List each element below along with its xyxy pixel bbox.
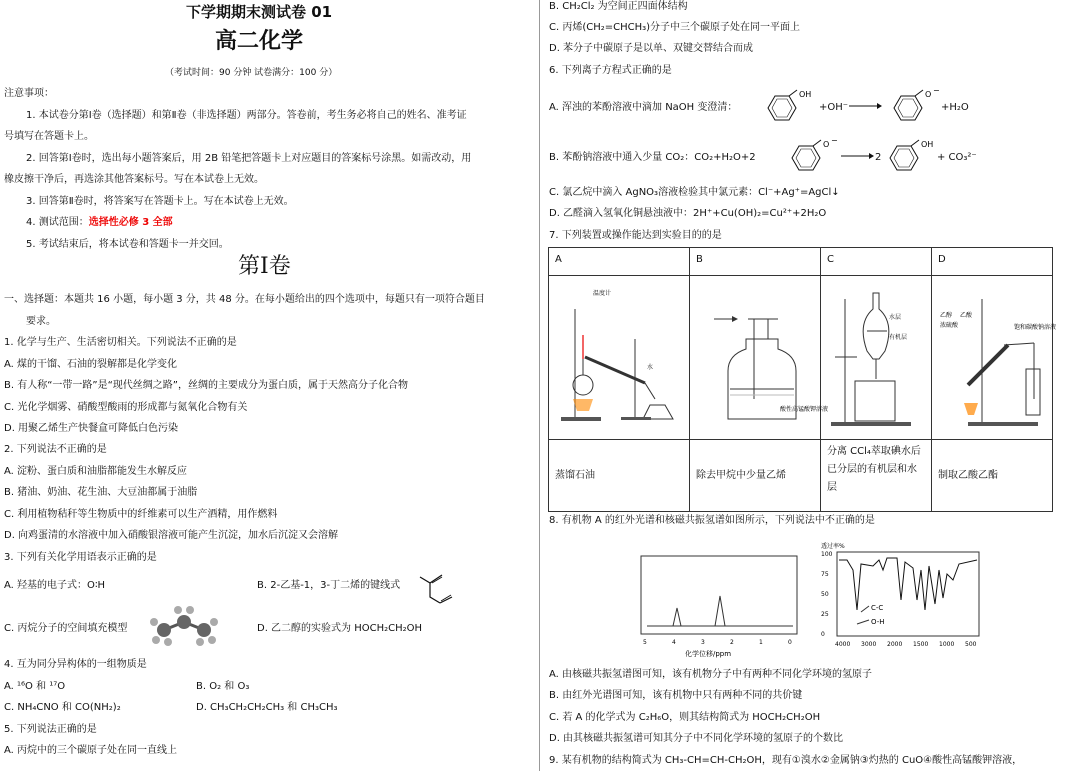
note-2b: 橡皮擦干净后，再选涂其他答案标号。写在本试卷上无效。 — [4, 174, 264, 185]
q7-purpose-b: 除去甲烷中少量乙烯 — [690, 440, 821, 512]
q4-option-d: D. CH₃CH₂CH₂CH₃ 和 CH₃CH₃ — [196, 702, 338, 713]
q7-header-b: B — [690, 248, 821, 276]
ir-y-tick-label: 50 — [821, 591, 829, 598]
q2-option-a: A. 淀粉、蛋白质和油脂都能发生水解反应 — [4, 466, 188, 477]
q7-header-c: C — [821, 248, 932, 276]
q4-option-b: B. O₂ 和 O₃ — [196, 681, 250, 692]
nmr-tick-label: 1 — [759, 639, 763, 646]
q1-stem: 1. 化学与生产、生活密切相关。下列说法不正确的是 — [4, 337, 237, 348]
ester-apparatus-icon — [938, 279, 1057, 429]
ir-x-tick-label: 3000 — [861, 641, 877, 648]
ir-x-tick-label: 1000 — [939, 641, 955, 648]
q6-option-a-prefix: A. 浑浊的苯酚溶液中滴加 NaOH 变澄清： — [549, 102, 738, 113]
ir-x-tick-label: 4000 — [835, 641, 851, 648]
ir-x-tick-label: 2000 — [887, 641, 903, 648]
q1-option-d: D. 用聚乙烯生产快餐盒可降低白色污染 — [4, 423, 179, 434]
note-5: 5. 考试结束后，将本试卷和答题卡一并交回。 — [26, 239, 229, 250]
q1-option-b: B. 有人称“一带一路”是“现代丝绸之路”，丝绸的主要成分为蛋白质，属于天然高分子化合物 — [4, 380, 408, 391]
ir-x-tick-label: 1500 — [913, 641, 929, 648]
q7-image-c — [821, 276, 932, 440]
ir-spectrum-chart — [817, 540, 987, 658]
q7-stem: 7. 下列装置或操作能达到实验目的的是 — [549, 230, 722, 241]
q4-option-a: A. ¹⁶O 和 ¹⁷O — [4, 681, 66, 692]
nmr-tick-label: 2 — [730, 639, 734, 646]
nmr-x-label: 化学位移/ppm — [685, 650, 732, 658]
note-1b: 号填写在答题卡上。 — [4, 131, 94, 142]
q6-option-b-prefix: B. 苯酚钠溶液中通入少量 CO₂：CO₂+H₂O+2 — [549, 152, 756, 163]
phenoxide-icon — [883, 88, 943, 128]
note-2a: 2. 回答第Ⅰ卷时，选出每小题答案后，用 2B 铅笔把答题卡上对应题目的答案标号涂黑。如需改动，用 — [26, 153, 472, 164]
note-4 — [26, 216, 173, 230]
nmr-tick-label: 3 — [701, 639, 705, 646]
phenoxide-o-label: O — [925, 90, 932, 99]
note-1a: 1. 本试卷分第Ⅰ卷（选择题）和第Ⅱ卷（非选择题）两部分。答卷前，考生务必将自己的姓名、准考证 — [26, 110, 467, 121]
q2-option-c: C. 利用植物秸秆等生物质中的纤维素可以生产酒精，用作燃料 — [4, 509, 278, 520]
ir-oh-label: O-H — [871, 618, 885, 626]
q9-stem: 9. 某有机物的结构简式为 CH₃-CH=CH-CH₂OH，现有①溴水②金属钠③灼热的 CuO④酸性高锰酸钾溶液， — [549, 755, 1023, 766]
nmr-tick-label: 0 — [788, 639, 792, 646]
notes-heading: 注意事项： — [4, 88, 54, 99]
q5-option-c: C. 丙烯(CH₂=CHCH₃)分子中三个碳原子处在同一平面上 — [549, 22, 801, 33]
kmno4-label: 酸性高锰酸钾溶液 — [780, 406, 829, 413]
water-label: 水 — [647, 364, 654, 371]
q3-option-b: B. 2-乙基-1，3-丁二烯的键线式 — [257, 580, 401, 591]
q6-option-b-coef: 2 — [875, 152, 882, 163]
q8-stem: 8. 有机物 A 的红外光谱和核磁共振氢谱如图所示，下列说法中不正确的是 — [549, 515, 875, 526]
exam-info: （考试时间：90 分钟 试卷满分：100 分） — [165, 68, 338, 78]
q7-header-a: A — [549, 248, 690, 276]
gas-washing-bottle-icon — [696, 279, 829, 429]
q1-option-a: A. 煤的干馏、石油的裂解都是化学变化 — [4, 359, 178, 370]
q7-image-d — [932, 276, 1057, 440]
q8-option-d: D. 由其核磁共振氢谱可知其分子中不同化学环境的氢原子的个数比 — [549, 733, 844, 744]
q6-stem: 6. 下列离子方程式正确的是 — [549, 65, 672, 76]
left-column — [0, 0, 535, 771]
subject-title: 高二化学 — [215, 28, 304, 54]
water-layer-label: 水层 — [889, 314, 902, 321]
acid-label: 乙酸 — [960, 312, 973, 319]
q3-option-d: D. 乙二醇的实验式为 HOCH₂CH₂OH — [257, 623, 423, 634]
nmr-tick-label: 5 — [643, 639, 647, 646]
ir-y-label: 透过率% — [821, 543, 845, 550]
q7-apparatus-table — [548, 247, 1057, 512]
q7-image-b — [690, 276, 829, 440]
q7-purpose-a: 蒸馏石油 — [549, 440, 690, 512]
phenol-icon — [757, 88, 817, 128]
reaction-arrow-icon — [847, 98, 883, 112]
distillation-apparatus-icon — [555, 279, 683, 429]
exam-title: 下学期期末测试卷 01 — [186, 3, 333, 21]
q1-option-c: C. 光化学烟雾、硝酸型酸雨的形成都与氮氧化合物有关 — [4, 402, 248, 413]
section-1-instructions-cont: 要求。 — [26, 316, 56, 327]
test-scope: 选择性必修 3 全部 — [88, 217, 173, 228]
phenol-oh-label: OH — [921, 140, 934, 149]
q5-stem: 5. 下列说法正确的是 — [4, 724, 97, 735]
thermometer-label: 温度计 — [593, 290, 612, 297]
q5-option-d: D. 苯分子中碳原子是以单、双键交替结合而成 — [549, 43, 754, 54]
q3-option-a: A. 羟基的电子式：O∶H — [4, 580, 106, 591]
q6-option-c: C. 氯乙烷中滴入 AgNO₃溶液检验其中氯元素：Cl⁻+Ag⁺=AgCl↓ — [549, 187, 840, 198]
ir-y-tick-label: 25 — [821, 611, 829, 618]
phenol-oh-label: OH — [799, 90, 812, 99]
q8-option-a: A. 由核磁共振氢谱图可知，该有机物分子中有两种不同化学环境的氢原子 — [549, 669, 873, 680]
q2-stem: 2. 下列说法不正确的是 — [4, 444, 107, 455]
q8-option-b: B. 由红外光谱图可知，该有机物中只有两种不同的共价键 — [549, 690, 803, 701]
q5-option-b: B. CH₂Cl₂ 为空间正四面体结构 — [549, 1, 688, 12]
ir-cc-label: C-C — [871, 604, 884, 612]
q4-option-c: C. NH₄CNO 和 CO(NH₂)₂ — [4, 702, 121, 713]
q2-option-b: B. 猪油、奶油、花生油、大豆油都属于油脂 — [4, 487, 198, 498]
q7-purpose-d: 制取乙酸乙酯 — [932, 440, 1053, 512]
q3-option-c: C. 丙烷分子的空间填充模型 — [4, 623, 128, 634]
nmr-tick-label: 4 — [672, 639, 676, 646]
separatory-funnel-icon — [827, 279, 925, 429]
q6-option-a-end: +H₂O — [941, 102, 969, 113]
part1-title: 第Ⅰ卷 — [238, 254, 291, 279]
svg-text:−: − — [933, 86, 940, 95]
note-3: 3. 回答第Ⅱ卷时，将答案写在答题卡上。写在本试卷上无效。 — [26, 196, 294, 207]
q7-image-a — [549, 276, 690, 440]
ir-y-tick-label: 100 — [821, 551, 833, 558]
phenoxide-o-label: O — [823, 140, 830, 149]
skeletal-formula-icon — [418, 571, 458, 605]
propane-model-icon — [148, 604, 220, 650]
q6-option-b-end: + CO₃²⁻ — [937, 152, 977, 163]
q8-option-c: C. 若 A 的化学式为 C₂H₆O，则其结构简式为 HOCH₂CH₂OH — [549, 712, 821, 723]
q6-option-a-oh: +OH⁻ — [819, 102, 849, 113]
svg-text:−: − — [831, 136, 838, 145]
q7-purpose-c: 分离 CCl₄萃取碘水后已分层的有机层和水层 — [821, 440, 932, 512]
ir-y-tick-label: 75 — [821, 571, 829, 578]
h2so4-label: 浓硫酸 — [940, 322, 959, 329]
phenol-icon — [879, 138, 939, 178]
reaction-arrow-icon — [839, 148, 875, 162]
q4-stem: 4. 互为同分异构体的一组物质是 — [4, 659, 147, 670]
phenoxide-icon — [781, 138, 841, 178]
section-1-instructions: 一、选择题：本题共 16 小题，每小题 3 分，共 48 分。在每小题给出的四个选项中，每题只有一项符合题目 — [4, 294, 485, 305]
q5-option-a: A. 丙烷中的三个碳原子处在同一直线上 — [4, 745, 178, 756]
ir-x-tick-label: 500 — [965, 641, 977, 648]
column-divider — [539, 0, 540, 771]
nmr-spectrum-chart — [635, 550, 805, 660]
q3-stem: 3. 下列有关化学用语表示正确的是 — [4, 552, 157, 563]
organic-layer-label: 有机层 — [889, 334, 908, 341]
na2co3-label: 饱和碳酸钠溶液 — [1014, 324, 1057, 331]
note-4-prefix: 4. 测试范围： — [26, 217, 89, 228]
ir-y-tick-label: 0 — [821, 631, 825, 638]
ethanol-label: 乙醇 — [940, 312, 953, 319]
right-column — [545, 0, 1075, 771]
q7-header-d: D — [932, 248, 1053, 276]
q2-option-d: D. 向鸡蛋清的水溶液中加入硝酸银溶液可能产生沉淀，加水后沉淀又会溶解 — [4, 530, 339, 541]
q6-option-d: D. 乙醛滴入氢氧化铜悬浊液中：2H⁺+Cu(OH)₂=Cu²⁺+2H₂O — [549, 208, 827, 219]
